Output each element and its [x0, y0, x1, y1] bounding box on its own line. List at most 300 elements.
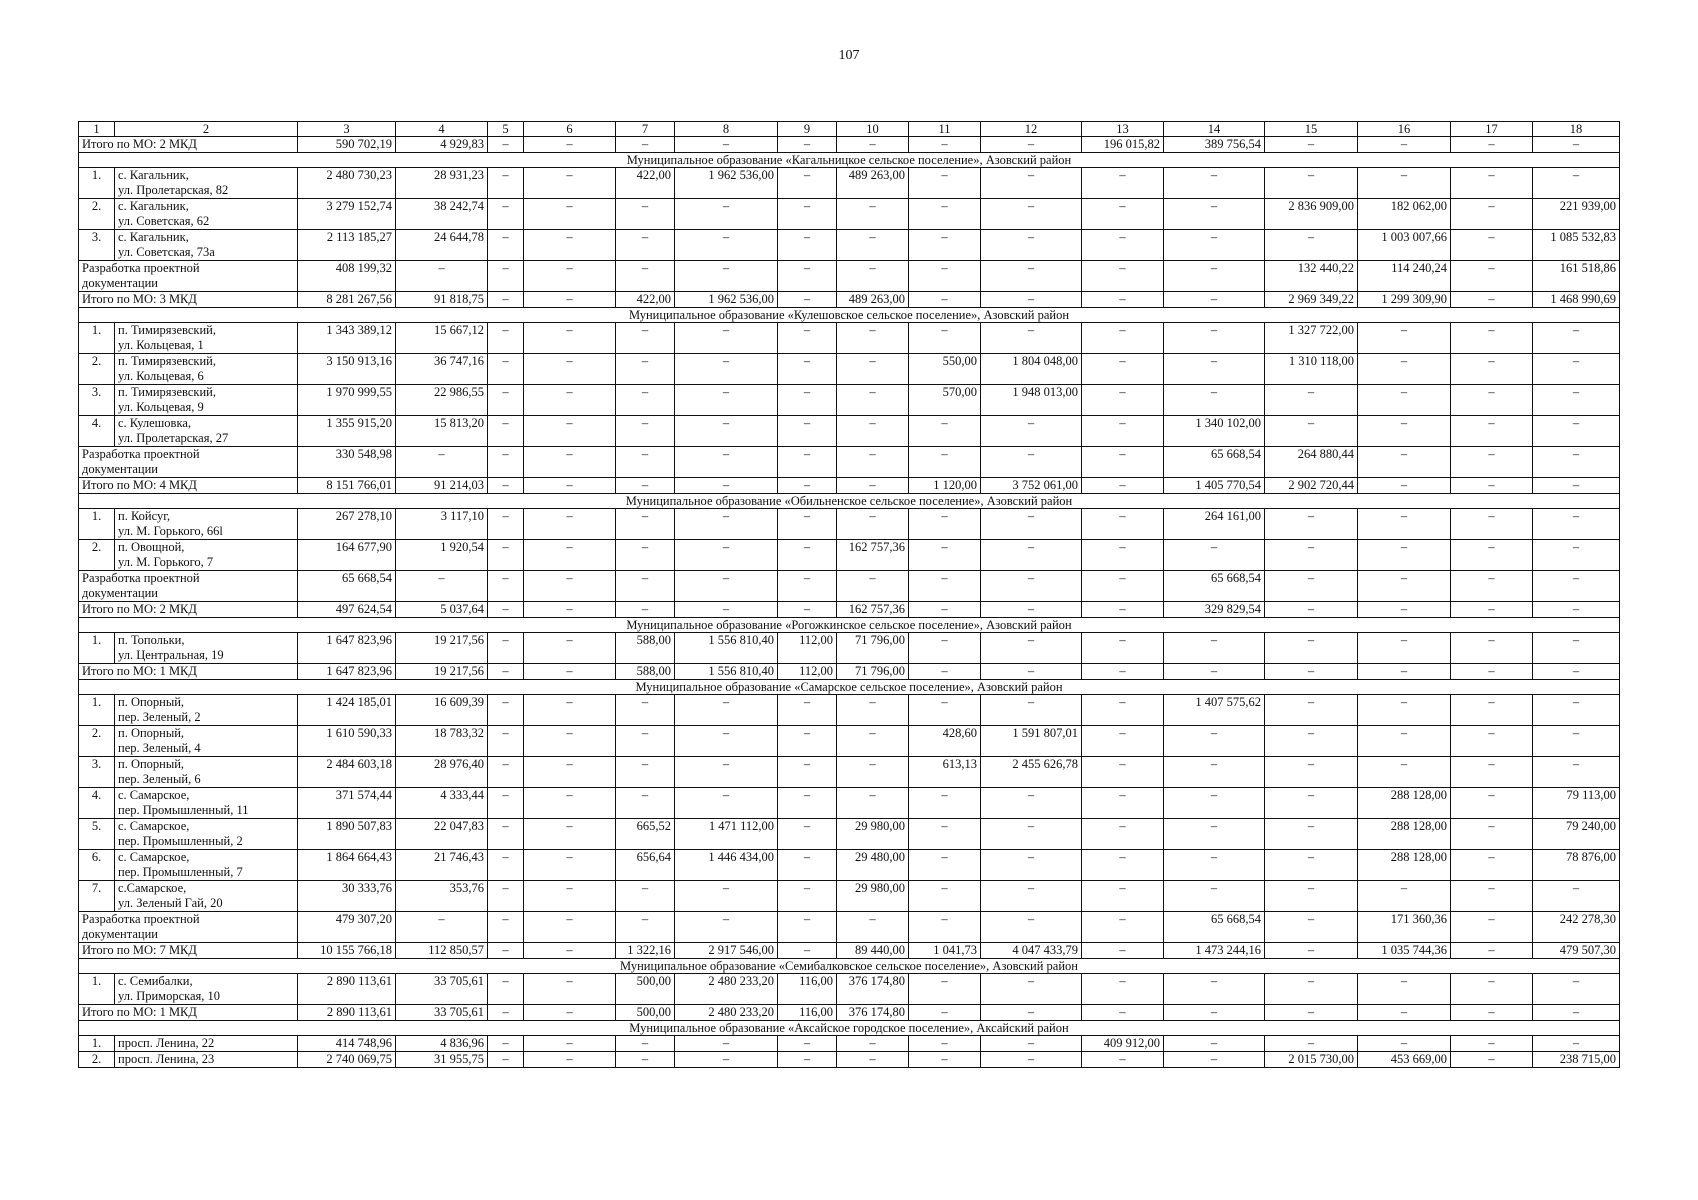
table-cell: – — [1533, 695, 1620, 726]
municipality-section-title: Муниципальное образование «Кулешовское сельское поселение», Азовский район — [79, 308, 1620, 323]
table-cell: 2 015 730,00 — [1265, 1052, 1358, 1068]
subtotal-label: Итого по МО: 2 МКД — [79, 602, 298, 618]
table-cell: – — [675, 695, 778, 726]
subtotal-label: Итого по МО: 1 МКД — [79, 664, 298, 680]
table-cell: – — [837, 571, 909, 602]
section-header-row — [79, 959, 1620, 974]
table-row — [79, 385, 1620, 416]
table-cell: – — [909, 1005, 981, 1021]
table-cell: 656,64 — [616, 850, 675, 881]
table-cell: – — [488, 292, 524, 308]
table-cell: – — [616, 385, 675, 416]
table-cell: 613,13 — [909, 757, 981, 788]
table-cell: – — [675, 1036, 778, 1052]
table-cell: – — [488, 540, 524, 571]
table-cell: – — [524, 478, 616, 494]
table-cell: – — [1358, 509, 1451, 540]
table-cell: – — [1358, 571, 1451, 602]
table-cell: – — [1082, 323, 1164, 354]
row-number: 3. — [79, 757, 115, 788]
table-cell: – — [981, 292, 1082, 308]
table-cell: 5 037,64 — [396, 602, 488, 618]
table-cell: – — [981, 602, 1082, 618]
table-cell: – — [1451, 881, 1533, 912]
row-number: 4. — [79, 788, 115, 819]
subtotal-row — [79, 478, 1620, 494]
subtotal-label: Итого по МО: 2 МКД — [79, 137, 298, 153]
table-cell: 162 757,36 — [837, 540, 909, 571]
table-cell: – — [1451, 943, 1533, 959]
municipality-section-title: Муниципальное образование «Семибалковское сельское поселение», Азовский район — [79, 959, 1620, 974]
address-cell: просп. Ленина, 23 — [115, 1052, 298, 1068]
table-cell: 28 931,23 — [396, 168, 488, 199]
table-cell: 162 757,36 — [837, 602, 909, 618]
table-cell: 2 480 233,20 — [675, 974, 778, 1005]
table-cell: – — [909, 1052, 981, 1068]
table-cell: 8 151 766,01 — [298, 478, 396, 494]
address-cell: с.Самарское, ул. Зеленый Гай, 20 — [115, 881, 298, 912]
table-cell: 1 343 389,12 — [298, 323, 396, 354]
table-cell: 238 715,00 — [1533, 1052, 1620, 1068]
table-cell: – — [524, 819, 616, 850]
table-cell: 29 980,00 — [837, 881, 909, 912]
table-cell: – — [524, 199, 616, 230]
table-cell: – — [1358, 881, 1451, 912]
table-cell: – — [778, 850, 837, 881]
table-cell: – — [524, 416, 616, 447]
table-cell: – — [1265, 974, 1358, 1005]
table-cell: 8 281 267,56 — [298, 292, 396, 308]
address-cell: с. Кагальник, ул. Советская, 62 — [115, 199, 298, 230]
table-cell: 29 980,00 — [837, 819, 909, 850]
table-cell: – — [616, 757, 675, 788]
table-cell: – — [488, 261, 524, 292]
section-header-row — [79, 618, 1620, 633]
column-number-header: 18 — [1533, 122, 1620, 137]
table-cell: – — [488, 354, 524, 385]
row-number: 2. — [79, 1052, 115, 1068]
table-cell: 2 969 349,22 — [1265, 292, 1358, 308]
table-cell: – — [1164, 230, 1265, 261]
table-cell: – — [524, 509, 616, 540]
row-number: 2. — [79, 726, 115, 757]
table-cell: 267 278,10 — [298, 509, 396, 540]
table-cell: – — [909, 912, 981, 943]
table-cell: 112 850,57 — [396, 943, 488, 959]
table-cell: – — [981, 819, 1082, 850]
table-cell: – — [981, 1052, 1082, 1068]
table-cell: 112,00 — [778, 664, 837, 680]
table-cell: 171 360,36 — [1358, 912, 1451, 943]
column-number-header: 5 — [488, 122, 524, 137]
table-cell: – — [981, 137, 1082, 153]
table-cell: – — [524, 1036, 616, 1052]
table-cell: – — [1451, 1052, 1533, 1068]
table-row — [79, 354, 1620, 385]
table-cell: – — [675, 881, 778, 912]
row-number: 1. — [79, 1036, 115, 1052]
table-cell: – — [1358, 633, 1451, 664]
table-cell: – — [396, 447, 488, 478]
table-cell: – — [1265, 602, 1358, 618]
table-cell: 161 518,86 — [1533, 261, 1620, 292]
table-cell: – — [1533, 881, 1620, 912]
table-cell: 414 748,96 — [298, 1036, 396, 1052]
table-cell: – — [778, 819, 837, 850]
table-cell: – — [616, 447, 675, 478]
table-cell: – — [1451, 602, 1533, 618]
table-row — [79, 199, 1620, 230]
table-cell: – — [1358, 757, 1451, 788]
table-cell: – — [524, 261, 616, 292]
address-cell: п. Опорный, пер. Зеленый, 4 — [115, 726, 298, 757]
capital-repair-table — [78, 121, 1620, 1068]
table-cell: – — [524, 757, 616, 788]
table-cell: – — [488, 230, 524, 261]
table-row — [79, 230, 1620, 261]
table-cell: – — [675, 509, 778, 540]
table-cell: – — [1164, 261, 1265, 292]
table-cell: – — [488, 757, 524, 788]
table-row — [79, 819, 1620, 850]
table-cell: 30 333,76 — [298, 881, 396, 912]
municipality-section-title: Муниципальное образование «Самарское сельское поселение», Азовский район — [79, 680, 1620, 695]
table-cell: – — [981, 230, 1082, 261]
table-cell: – — [778, 695, 837, 726]
table-cell: – — [837, 1036, 909, 1052]
table-cell: – — [1082, 850, 1164, 881]
table-cell: – — [1164, 819, 1265, 850]
table-cell: – — [981, 540, 1082, 571]
row-number: 2. — [79, 540, 115, 571]
table-cell: – — [524, 1052, 616, 1068]
table-cell: 71 796,00 — [837, 664, 909, 680]
row-label: Разработка проектной документации — [79, 571, 298, 602]
table-cell: 16 609,39 — [396, 695, 488, 726]
subtotal-row — [79, 664, 1620, 680]
table-cell: 78 876,00 — [1533, 850, 1620, 881]
table-cell: 500,00 — [616, 1005, 675, 1021]
section-header-row — [79, 680, 1620, 695]
column-number-header: 11 — [909, 122, 981, 137]
address-cell: п. Тимирязевский, ул. Кольцевая, 6 — [115, 354, 298, 385]
table-cell: 288 128,00 — [1358, 850, 1451, 881]
table-row — [79, 850, 1620, 881]
table-cell: 389 756,54 — [1164, 137, 1265, 153]
column-number-header: 8 — [675, 122, 778, 137]
address-cell: п. Тимирязевский, ул. Кольцевая, 9 — [115, 385, 298, 416]
table-cell: – — [1082, 819, 1164, 850]
subtotal-row — [79, 602, 1620, 618]
table-cell: 428,60 — [909, 726, 981, 757]
table-cell: 65 668,54 — [1164, 447, 1265, 478]
table-cell: 2 902 720,44 — [1265, 478, 1358, 494]
table-cell: – — [1082, 1005, 1164, 1021]
table-cell: – — [488, 819, 524, 850]
table-cell: – — [1451, 850, 1533, 881]
table-cell: – — [981, 912, 1082, 943]
table-cell: 329 829,54 — [1164, 602, 1265, 618]
table-cell: – — [1451, 385, 1533, 416]
table-cell: – — [1164, 664, 1265, 680]
table-cell: 91 214,03 — [396, 478, 488, 494]
table-cell: – — [488, 199, 524, 230]
table-cell: – — [1265, 1005, 1358, 1021]
table-cell: – — [778, 881, 837, 912]
table-cell: – — [837, 230, 909, 261]
table-cell: – — [1451, 416, 1533, 447]
subtotal-label: Итого по МО: 1 МКД — [79, 1005, 298, 1021]
table-cell: 1 556 810,40 — [675, 664, 778, 680]
table-cell: – — [1265, 540, 1358, 571]
table-cell: 2 480 730,23 — [298, 168, 396, 199]
table-cell: 132 440,22 — [1265, 261, 1358, 292]
table-cell: 422,00 — [616, 168, 675, 199]
table-cell: – — [488, 137, 524, 153]
table-cell: 71 796,00 — [837, 633, 909, 664]
table-cell: – — [1164, 354, 1265, 385]
table-cell: 1 407 575,62 — [1164, 695, 1265, 726]
table-cell: 1 468 990,69 — [1533, 292, 1620, 308]
table-cell: – — [488, 943, 524, 959]
table-cell: 264 161,00 — [1164, 509, 1265, 540]
table-cell: – — [837, 447, 909, 478]
table-cell: – — [488, 478, 524, 494]
table-cell: 3 117,10 — [396, 509, 488, 540]
table-cell: – — [488, 912, 524, 943]
table-cell: – — [1082, 974, 1164, 1005]
table-cell: 489 263,00 — [837, 292, 909, 308]
address-cell: с. Семибалки, ул. Приморская, 10 — [115, 974, 298, 1005]
table-cell: – — [616, 571, 675, 602]
table-cell: – — [1451, 664, 1533, 680]
address-cell: с. Кагальник, ул. Советская, 73а — [115, 230, 298, 261]
subtotal-label: Итого по МО: 3 МКД — [79, 292, 298, 308]
table-cell: 489 263,00 — [837, 168, 909, 199]
table-cell: – — [1082, 168, 1164, 199]
table-cell: 376 174,80 — [837, 974, 909, 1005]
table-cell: – — [488, 1005, 524, 1021]
table-cell: – — [837, 912, 909, 943]
table-cell: 19 217,56 — [396, 633, 488, 664]
table-cell: – — [778, 757, 837, 788]
table-cell: 353,76 — [396, 881, 488, 912]
table-cell: – — [981, 168, 1082, 199]
table-cell: – — [1082, 385, 1164, 416]
table-cell: – — [675, 912, 778, 943]
table-cell: 1 340 102,00 — [1164, 416, 1265, 447]
table-cell: – — [1451, 137, 1533, 153]
table-cell: 19 217,56 — [396, 664, 488, 680]
table-cell: – — [778, 292, 837, 308]
address-cell: п. Опорный, пер. Зеленый, 6 — [115, 757, 298, 788]
row-number: 3. — [79, 385, 115, 416]
row-number: 1. — [79, 695, 115, 726]
table-cell: – — [981, 261, 1082, 292]
table-cell: 376 174,80 — [837, 1005, 909, 1021]
table-row — [79, 726, 1620, 757]
table-cell: – — [1164, 788, 1265, 819]
table-cell: – — [524, 695, 616, 726]
table-cell: – — [837, 261, 909, 292]
table-cell: – — [488, 850, 524, 881]
table-cell: – — [1451, 974, 1533, 1005]
table-row — [79, 168, 1620, 199]
table-cell: – — [396, 571, 488, 602]
table-cell: – — [1082, 602, 1164, 618]
table-cell: 1 556 810,40 — [675, 633, 778, 664]
table-cell: – — [1533, 323, 1620, 354]
table-cell: – — [1082, 261, 1164, 292]
table-cell: 221 939,00 — [1533, 199, 1620, 230]
table-cell: – — [1082, 199, 1164, 230]
table-cell: – — [778, 168, 837, 199]
table-cell: – — [616, 602, 675, 618]
table-cell: – — [396, 261, 488, 292]
table-cell: – — [1265, 943, 1358, 959]
table-cell: – — [778, 509, 837, 540]
table-cell: – — [675, 1052, 778, 1068]
subtotal-row — [79, 292, 1620, 308]
column-number-header: 13 — [1082, 122, 1164, 137]
table-cell: – — [1451, 571, 1533, 602]
table-cell: – — [1164, 633, 1265, 664]
table-cell: 112,00 — [778, 633, 837, 664]
table-cell: 264 880,44 — [1265, 447, 1358, 478]
table-cell: – — [488, 664, 524, 680]
table-cell: 590 702,19 — [298, 137, 396, 153]
table-cell: – — [1265, 881, 1358, 912]
row-number: 1. — [79, 974, 115, 1005]
table-cell: 422,00 — [616, 292, 675, 308]
table-cell: – — [1451, 447, 1533, 478]
table-cell: 1 405 770,54 — [1164, 478, 1265, 494]
table-cell: – — [1451, 168, 1533, 199]
table-cell: – — [1358, 447, 1451, 478]
address-cell: п. Койсуг, ул. М. Горького, 66l — [115, 509, 298, 540]
table-cell: – — [1451, 230, 1533, 261]
table-cell: 453 669,00 — [1358, 1052, 1451, 1068]
table-cell: 33 705,61 — [396, 1005, 488, 1021]
table-cell: – — [778, 571, 837, 602]
subtotal-row — [79, 943, 1620, 959]
table-cell: – — [1164, 323, 1265, 354]
table-cell: – — [1533, 1005, 1620, 1021]
table-cell: 15 813,20 — [396, 416, 488, 447]
address-cell: просп. Ленина, 22 — [115, 1036, 298, 1052]
table-cell: 2 890 113,61 — [298, 974, 396, 1005]
table-cell: – — [1358, 168, 1451, 199]
row-number: 1. — [79, 633, 115, 664]
table-cell: – — [1451, 261, 1533, 292]
table-cell: – — [1082, 540, 1164, 571]
table-cell: – — [1533, 416, 1620, 447]
table-cell: – — [488, 633, 524, 664]
table-cell: 1 355 915,20 — [298, 416, 396, 447]
table-cell: 1 471 112,00 — [675, 819, 778, 850]
table-cell: 65 668,54 — [1164, 912, 1265, 943]
table-cell: – — [778, 943, 837, 959]
table-cell: 3 279 152,74 — [298, 199, 396, 230]
table-cell: – — [675, 447, 778, 478]
table-cell: – — [488, 323, 524, 354]
table-cell: – — [981, 788, 1082, 819]
table-cell: – — [1164, 726, 1265, 757]
table-cell: – — [1082, 726, 1164, 757]
table-cell: – — [524, 385, 616, 416]
table-cell: 1 591 807,01 — [981, 726, 1082, 757]
column-number-header: 15 — [1265, 122, 1358, 137]
row-label: Разработка проектной документации — [79, 447, 298, 478]
table-cell: – — [1265, 850, 1358, 881]
table-cell: – — [778, 540, 837, 571]
table-cell: – — [524, 974, 616, 1005]
table-cell: 1 120,00 — [909, 478, 981, 494]
table-cell: – — [909, 323, 981, 354]
table-cell: – — [1451, 354, 1533, 385]
table-cell: – — [981, 199, 1082, 230]
table-cell: – — [909, 1036, 981, 1052]
section-header-row — [79, 308, 1620, 323]
table-cell: – — [1451, 1005, 1533, 1021]
table-cell: – — [675, 137, 778, 153]
table-cell: – — [1164, 540, 1265, 571]
table-cell: – — [1082, 509, 1164, 540]
table-cell: – — [909, 602, 981, 618]
table-cell: 65 668,54 — [298, 571, 396, 602]
table-cell: – — [909, 230, 981, 261]
table-cell: – — [837, 757, 909, 788]
table-cell: 114 240,24 — [1358, 261, 1451, 292]
table-cell: – — [1451, 757, 1533, 788]
table-cell: – — [1082, 447, 1164, 478]
municipality-section-title: Муниципальное образование «Аксайское городское поселение», Аксайский район — [79, 1021, 1620, 1036]
table-cell: – — [616, 1036, 675, 1052]
table-cell: – — [1082, 695, 1164, 726]
table-cell: – — [909, 292, 981, 308]
table-cell: – — [1451, 1036, 1533, 1052]
column-number-header: 16 — [1358, 122, 1451, 137]
section-header-row — [79, 494, 1620, 509]
table-cell: – — [616, 881, 675, 912]
table-cell: – — [909, 447, 981, 478]
table-cell: 1 473 244,16 — [1164, 943, 1265, 959]
table-cell: – — [909, 571, 981, 602]
table-cell: – — [837, 416, 909, 447]
table-cell: – — [778, 137, 837, 153]
table-cell: – — [488, 695, 524, 726]
table-row — [79, 695, 1620, 726]
table-cell: – — [1265, 726, 1358, 757]
design-documentation-row — [79, 912, 1620, 943]
table-cell: – — [1451, 323, 1533, 354]
table-cell: – — [616, 230, 675, 261]
table-cell: 1 647 823,96 — [298, 633, 396, 664]
table-cell: – — [1533, 602, 1620, 618]
table-cell: – — [837, 726, 909, 757]
column-number-header: 10 — [837, 122, 909, 137]
table-cell: 22 047,83 — [396, 819, 488, 850]
table-cell: – — [1533, 447, 1620, 478]
table-cell: – — [1533, 168, 1620, 199]
table-row — [79, 788, 1620, 819]
table-cell: – — [675, 571, 778, 602]
table-cell: – — [1082, 943, 1164, 959]
table-cell: 1 041,73 — [909, 943, 981, 959]
table-cell: – — [1164, 881, 1265, 912]
table-cell: – — [675, 354, 778, 385]
table-cell: – — [1164, 850, 1265, 881]
